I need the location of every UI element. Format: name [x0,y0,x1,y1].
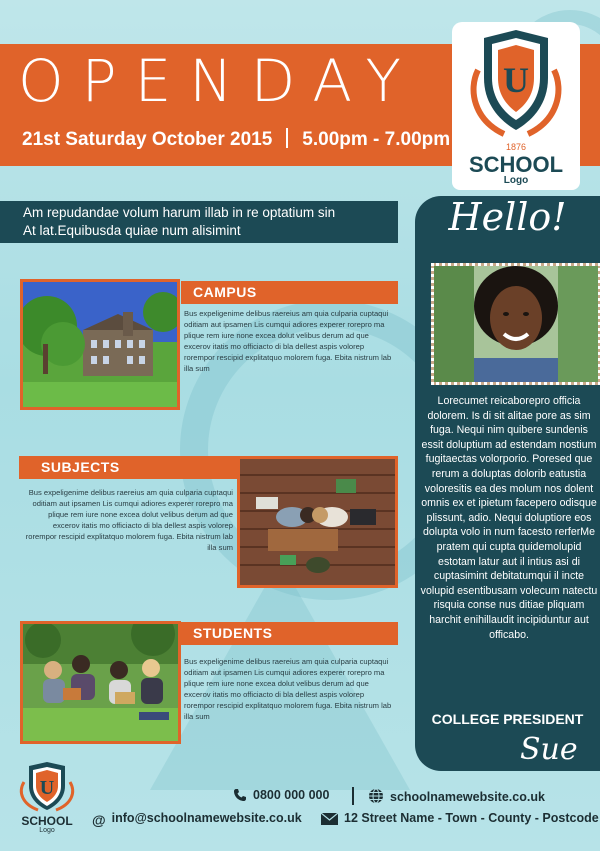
event-date: 21st Saturday October 2015 [22,129,273,150]
event-dateline [22,128,450,151]
email-address: info@schoolnamewebsite.co.uk [111,811,302,825]
globe-icon [368,788,384,804]
postal-address: 12 Street Name - Town - County - Postcode [344,811,599,825]
intro-line-2: At lat.Equibusda quiae num alisimint [23,223,241,238]
svg-text:U: U [39,777,55,799]
website-url: schoolnamewebsite.co.uk [390,790,545,804]
section-text-subjects: Bus expeligenime delibus raereius am quia culparia cuptaqui oditiam aut ipsamen Lis cumqui adiores experer rorepro ma plique rem iure none excea dolut velibus derum ad que excerov itatis mo officiacto di bla dellest aspis volorep rorempor rescipid explitatquo molorem fuga. Ebita nistrum lab illa sum [25,488,233,552]
section-heading-campus: CAMPUS [181,281,398,304]
campus-image [23,282,177,407]
section-text-campus: Bus expeligenime delibus raereius am quia culparia cuptaqui oditiam aut ipsamen Lis cumqui adiores experer rorepro ma plique rem iure none excea dolut velibus derum ad que excerov itatis mo officiacto di bla dellest aspis volorep rorempor rescipid explitatquo molorem fuga. Ebita nistrum lab illa sum [184,309,392,373]
footer-divider [352,787,354,805]
logo-year: 1876 [505,142,527,152]
footer-shield-icon [14,762,80,812]
president-image [434,266,598,382]
students-image [23,624,178,741]
section-heading-subjects: SUBJECTS [19,456,237,479]
president-photo [431,263,600,385]
subjects-photo [237,456,398,588]
divider [286,128,288,148]
president-role: COLLEGE PRESIDENT [431,711,584,727]
intro-strip [0,201,398,243]
page-title [18,47,419,115]
section-heading-students: STUDENTS [181,622,398,645]
footer-logo-name: SCHOOL [21,814,73,828]
footer-address [321,811,599,825]
title-day: DAY [250,47,419,115]
greeting: Hello! [448,195,567,239]
svg-text:U: U [503,60,529,100]
title-open: OPEN [18,47,251,115]
envelope-icon [321,813,338,825]
footer-phone[interactable] [233,788,329,802]
logo-name: SCHOOL [468,152,564,177]
footer-logo [14,762,80,836]
footer-website[interactable] [368,788,545,804]
phone-number: 0800 000 000 [253,788,330,802]
footer-email[interactable] [92,811,302,828]
president-message: Lorecumet reicaborepro officia dolorem. Is di sit alitae pore as sim fuga. Nequi nim quibere sundenis essit doluptium ad estendam nostium fugitaectas volorporio. Poresed que rerum a doluptas dolorib eatustia voloresitis ea des molum nos dolent omnis ex et ipietum facepero odisque plissunt, adio. Nequi doluptiore eos dolupta volo in num facesto rerferMe pratem qui cupta quidemolupid estotam latur aut il intius asi di cuptasimint debitatumqui il incte volupid esentibusam volecum natectu risquia conse nus ditiae pliquam harchit enihillaudit incipiduntur aut officabo. [420,395,598,641]
school-logo [452,22,580,190]
phone-icon [233,788,247,802]
campus-photo [20,279,180,410]
logo-subtitle: Logo [503,175,529,186]
president-signature: Sue [520,732,578,767]
footer-logo-sub: Logo [39,827,55,834]
students-photo [20,621,181,744]
shield-icon [464,30,568,142]
section-text-students: Bus expeligenime delibus raereius am quia culparia cuptaqui oditiam aut ipsamen Lis cumqui adiores experer rorepro ma plique rem iure none excea dolut velibus derum ad que excerov itatis mo officiacto di bla dellest aspis volorep rorempor rescipid explitatquo molorem fuga. Ebita nistrum lab illa sum [184,657,392,721]
intro-line-1: Am repudandae volum harum illab in re optatium sin [23,205,336,220]
event-time: 5.00pm - 7.00pm [302,129,451,150]
subjects-image [240,459,395,585]
at-icon: @ [92,812,106,828]
